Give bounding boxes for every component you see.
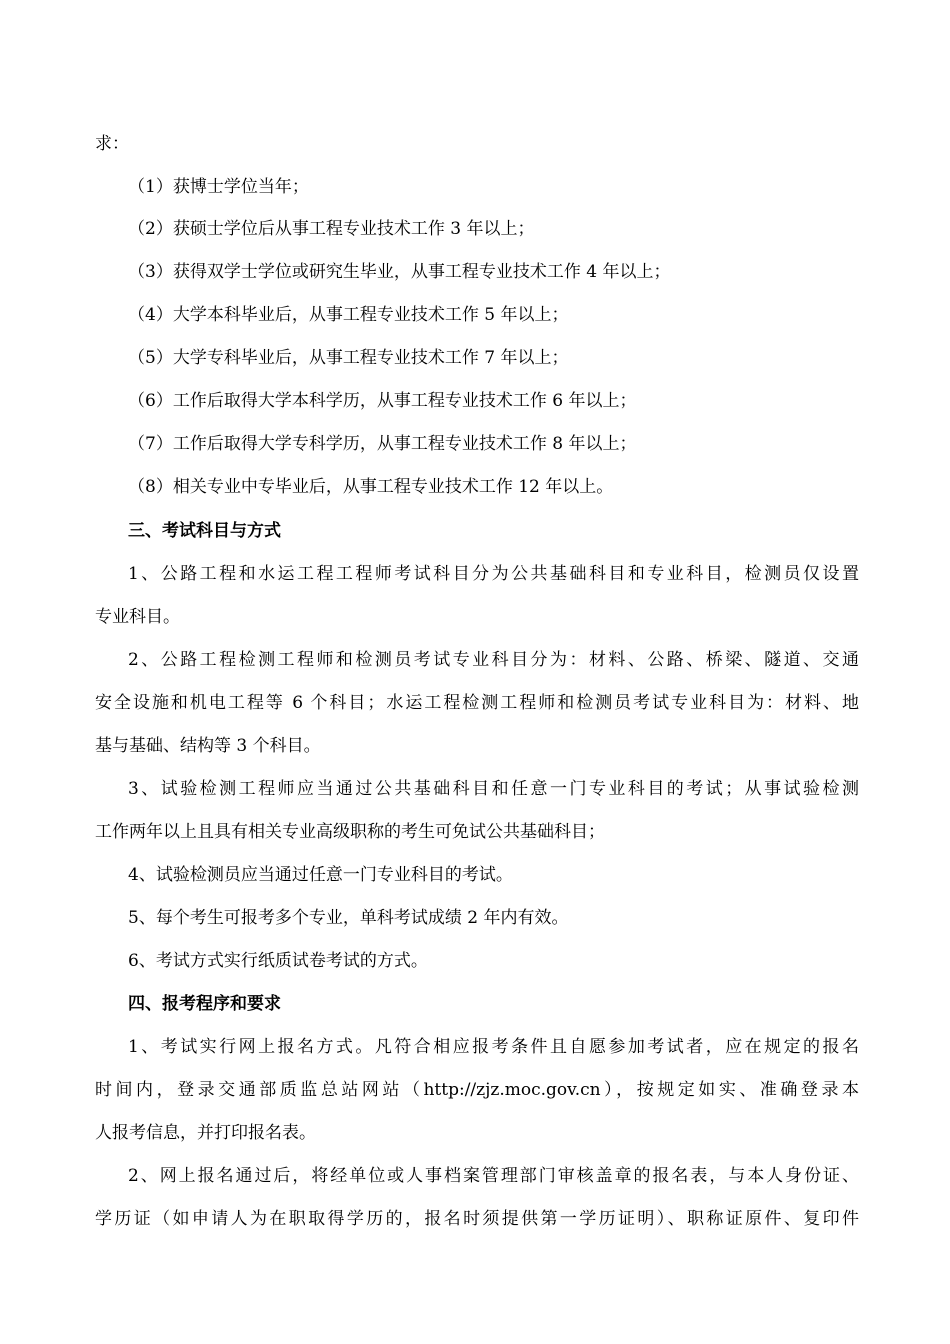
paragraph-line: 5、每个考生可报考多个专业，单科考试成绩 2 年内有效。	[128, 908, 569, 928]
paragraph-line: 工作两年以上且具有相关专业高级职称的考生可免试公共基础科目；	[95, 822, 605, 842]
paragraph-line: 4、试验检测员应当通过任意一门专业科目的考试。	[128, 865, 513, 885]
paragraph-line: 2、网上报名通过后，将经单位或人事档案管理部门审核盖章的报名表，与本人身份证、	[128, 1166, 859, 1186]
list-item-6: （6）工作后取得大学本科学历，从事工程专业技术工作 6 年以上；	[128, 391, 637, 411]
paragraph-line: 专业科目。	[95, 607, 180, 627]
list-item-3: （3）获得双学士学位或研究生毕业，从事工程专业技术工作 4 年以上；	[128, 262, 671, 282]
paragraph-line: 2、公路工程检测工程师和检测员考试专业科目分为：材料、公路、桥梁、隧道、交通	[128, 650, 859, 670]
paragraph-line: 安全设施和机电工程等 6 个科目；水运工程检测工程师和检测员考试专业科目为：材料、地	[95, 693, 859, 713]
list-item-8: （8）相关专业中专毕业后，从事工程专业技术工作 12 年以上。	[128, 477, 614, 497]
paragraph-line: 学历证（如申请人为在职取得学历的，报名时须提供第一学历证明）、职称证原件、复印件	[95, 1209, 859, 1229]
section-heading-4: 四、报考程序和要求	[128, 994, 281, 1014]
list-item-5: （5）大学专科毕业后，从事工程专业技术工作 7 年以上；	[128, 348, 569, 368]
list-item-2: （2）获硕士学位后从事工程专业技术工作 3 年以上；	[128, 219, 535, 239]
paragraph-line: 人报考信息，并打印报名表。	[95, 1123, 316, 1143]
paragraph-line: 6、考试方式实行纸质试卷考试的方式。	[128, 951, 428, 971]
paragraph-line: 3、试验检测工程师应当通过公共基础科目和任意一门专业科目的考试；从事试验检测	[128, 779, 859, 799]
paragraph-line: 1、公路工程和水运工程工程师考试科目分为公共基础科目和专业科目，检测员仅设置	[128, 564, 859, 584]
text-line-continuation: 求：	[95, 134, 129, 154]
paragraph-line: 1、考试实行网上报名方式。凡符合相应报考条件且自愿参加考试者，应在规定的报名	[128, 1037, 859, 1057]
list-item-4: （4）大学本科毕业后，从事工程专业技术工作 5 年以上；	[128, 305, 569, 325]
list-item-1: （1）获博士学位当年；	[128, 177, 309, 197]
list-item-7: （7）工作后取得大学专科学历，从事工程专业技术工作 8 年以上；	[128, 434, 637, 454]
paragraph-line-with-url: 时间内，登录交通部质监总站网站（http://zjz.moc.gov.cn），按规定如实、准确登录本	[95, 1080, 859, 1100]
paragraph-line: 基与基础、结构等 3 个科目。	[95, 736, 321, 756]
section-heading-3: 三、考试科目与方式	[128, 521, 281, 541]
